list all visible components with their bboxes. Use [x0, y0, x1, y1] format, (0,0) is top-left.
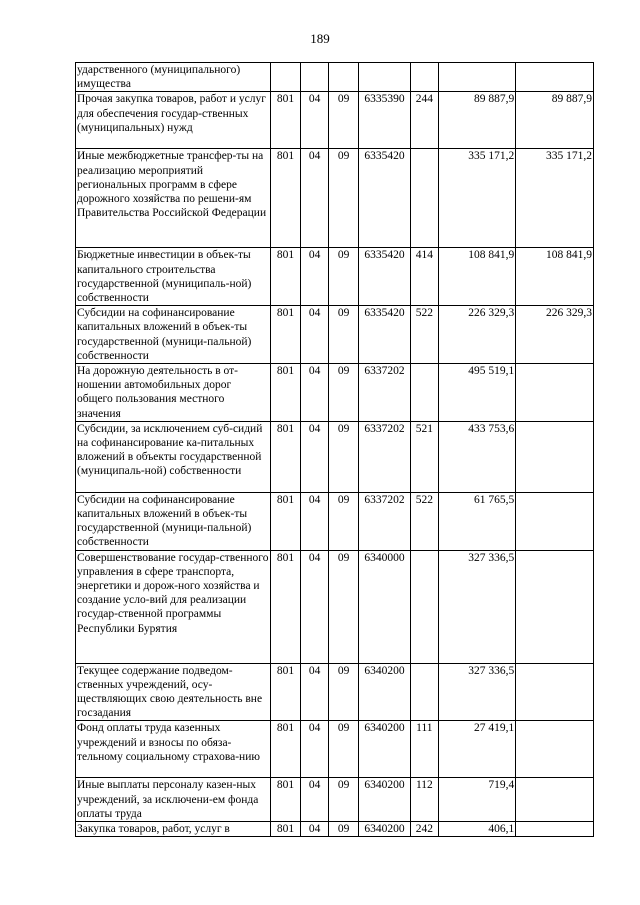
subsection-code-cell — [329, 63, 359, 92]
subsection-code-cell: 09 — [329, 721, 359, 778]
row-name-cell: Прочая закупка товаров, работ и услуг для обеспечения государ-ственных (муниципальных) нужд — [76, 92, 271, 149]
section-code-cell: 04 — [300, 421, 329, 492]
subsection-code-cell: 09 — [329, 248, 359, 306]
row-name-cell: Иные межбюджетные трансфер-ты на реализацию мероприятий региональных программ в сфере дорожного хозяйства по решени-ям Правительства Российской Федерации — [76, 149, 271, 248]
sum-cell: 719,4 — [438, 778, 516, 822]
article-code-cell: 6335420 — [358, 149, 410, 248]
row-name-cell: Фонд оплаты труда казенных учреждений и взносы по обяза-тельному социальному страхова-нию — [76, 721, 271, 778]
table-row — [76, 421, 594, 492]
row-name-cell: Иные выплаты персоналу казен-ных учреждений, за исключени-ем фонда оплаты труда — [76, 778, 271, 822]
article-code-cell: 6335420 — [358, 306, 410, 364]
subsection-code-cell: 09 — [329, 421, 359, 492]
subsection-code-cell: 09 — [329, 92, 359, 149]
row-name-cell: Субсидии на софинансирование капитальных вложений в объек-ты государственной (муници-пальной) собственности — [76, 306, 271, 364]
table-body — [76, 63, 594, 837]
ministry-code-cell: 801 — [271, 421, 301, 492]
row-name-cell: Субсидии на софинансирование капитальных вложений в объек-ты государственной (муници-пальной) собственности — [76, 492, 271, 550]
federal-sum-cell — [516, 364, 594, 422]
federal-sum-cell — [516, 663, 594, 721]
expense-type-cell — [411, 663, 439, 721]
table-row — [76, 63, 594, 92]
ministry-code-cell: 801 — [271, 149, 301, 248]
table-row — [76, 778, 594, 822]
expense-type-cell: 244 — [411, 92, 439, 149]
ministry-code-cell: 801 — [271, 306, 301, 364]
expense-type-cell: 522 — [411, 306, 439, 364]
ministry-code-cell: 801 — [271, 492, 301, 550]
section-code-cell: 04 — [300, 306, 329, 364]
article-code-cell: 6340200 — [358, 822, 410, 837]
federal-sum-cell — [516, 63, 594, 92]
subsection-code-cell: 09 — [329, 778, 359, 822]
federal-sum-cell — [516, 778, 594, 822]
expense-type-cell: 521 — [411, 421, 439, 492]
expense-type-cell — [411, 364, 439, 422]
subsection-code-cell: 09 — [329, 364, 359, 422]
section-code-cell: 04 — [300, 550, 329, 663]
article-code-cell: 6337202 — [358, 492, 410, 550]
section-code-cell: 04 — [300, 149, 329, 248]
ministry-code-cell: 801 — [271, 248, 301, 306]
table-row — [76, 364, 594, 422]
subsection-code-cell: 09 — [329, 492, 359, 550]
row-name-cell: ударственного (муниципального) имущества — [76, 63, 271, 92]
row-name-cell: Текущее содержание подведом-ственных учреждений, осу-ществляющих свою деятельность вне госзадания — [76, 663, 271, 721]
ministry-code-cell: 801 — [271, 92, 301, 149]
page-number: 189 — [310, 31, 330, 46]
row-name-cell: Субсидии, за исключением суб-сидий на софинансирование ка-питальных вложений в объекты государственной (муниципаль-ной) собственности — [76, 421, 271, 492]
row-name-cell: На дорожную деятельность в от-ношении автомобильных дорог общего пользования местного значения — [76, 364, 271, 422]
article-code-cell — [358, 63, 410, 92]
table-row — [76, 492, 594, 550]
expense-type-cell: 112 — [411, 778, 439, 822]
row-name-cell: Совершенствование государ-ственного управления в сфере транспорта, энергетики и дорож-ного хозяйства и создание усло-вий для реализации государ-ственной программы Республики Бурятия — [76, 550, 271, 663]
ministry-code-cell: 801 — [271, 822, 301, 837]
subsection-code-cell: 09 — [329, 149, 359, 248]
ministry-code-cell: 801 — [271, 663, 301, 721]
section-code-cell: 04 — [300, 92, 329, 149]
article-code-cell: 6335420 — [358, 248, 410, 306]
article-code-cell: 6340200 — [358, 663, 410, 721]
ministry-code-cell: 801 — [271, 364, 301, 422]
expense-type-cell: 414 — [411, 248, 439, 306]
section-code-cell — [300, 63, 329, 92]
federal-sum-cell — [516, 492, 594, 550]
table-row — [76, 248, 594, 306]
federal-sum-cell — [516, 421, 594, 492]
ministry-code-cell: 801 — [271, 778, 301, 822]
section-code-cell: 04 — [300, 248, 329, 306]
sum-cell: 495 519,1 — [438, 364, 516, 422]
table-row — [76, 721, 594, 778]
article-code-cell: 6340200 — [358, 778, 410, 822]
sum-cell: 327 336,5 — [438, 550, 516, 663]
row-name-cell: Закупка товаров, работ, услуг в — [76, 822, 271, 837]
sum-cell: 406,1 — [438, 822, 516, 837]
table-row — [76, 306, 594, 364]
article-code-cell: 6335390 — [358, 92, 410, 149]
sum-cell: 327 336,5 — [438, 663, 516, 721]
expense-type-cell — [411, 550, 439, 663]
row-name-cell: Бюджетные инвестиции в объек-ты капитального строительства государственной (муниципаль-ной) собственности — [76, 248, 271, 306]
ministry-code-cell: 801 — [271, 721, 301, 778]
federal-sum-cell: 335 171,2 — [516, 149, 594, 248]
section-code-cell: 04 — [300, 721, 329, 778]
expense-type-cell: 111 — [411, 721, 439, 778]
section-code-cell: 04 — [300, 778, 329, 822]
sum-cell — [438, 63, 516, 92]
ministry-code-cell: 801 — [271, 550, 301, 663]
subsection-code-cell: 09 — [329, 663, 359, 721]
expense-type-cell — [411, 149, 439, 248]
article-code-cell: 6337202 — [358, 364, 410, 422]
sum-cell: 226 329,3 — [438, 306, 516, 364]
section-code-cell: 04 — [300, 663, 329, 721]
federal-sum-cell — [516, 550, 594, 663]
article-code-cell: 6340000 — [358, 550, 410, 663]
federal-sum-cell — [516, 822, 594, 837]
federal-sum-cell: 226 329,3 — [516, 306, 594, 364]
sum-cell: 433 753,6 — [438, 421, 516, 492]
table-row — [76, 663, 594, 721]
federal-sum-cell: 89 887,9 — [516, 92, 594, 149]
subsection-code-cell: 09 — [329, 306, 359, 364]
article-code-cell: 6340200 — [358, 721, 410, 778]
table-row — [76, 149, 594, 248]
federal-sum-cell — [516, 721, 594, 778]
section-code-cell: 04 — [300, 492, 329, 550]
section-code-cell: 04 — [300, 822, 329, 837]
table-row — [76, 822, 594, 837]
table-row — [76, 92, 594, 149]
expense-type-cell — [411, 63, 439, 92]
section-code-cell: 04 — [300, 364, 329, 422]
sum-cell: 89 887,9 — [438, 92, 516, 149]
sum-cell: 108 841,9 — [438, 248, 516, 306]
subsection-code-cell: 09 — [329, 550, 359, 663]
expense-type-cell: 242 — [411, 822, 439, 837]
subsection-code-cell: 09 — [329, 822, 359, 837]
sum-cell: 335 171,2 — [438, 149, 516, 248]
ministry-code-cell — [271, 63, 301, 92]
budget-table — [75, 62, 594, 837]
sum-cell: 27 419,1 — [438, 721, 516, 778]
sum-cell: 61 765,5 — [438, 492, 516, 550]
expense-type-cell: 522 — [411, 492, 439, 550]
federal-sum-cell: 108 841,9 — [516, 248, 594, 306]
article-code-cell: 6337202 — [358, 421, 410, 492]
table-row — [76, 550, 594, 663]
